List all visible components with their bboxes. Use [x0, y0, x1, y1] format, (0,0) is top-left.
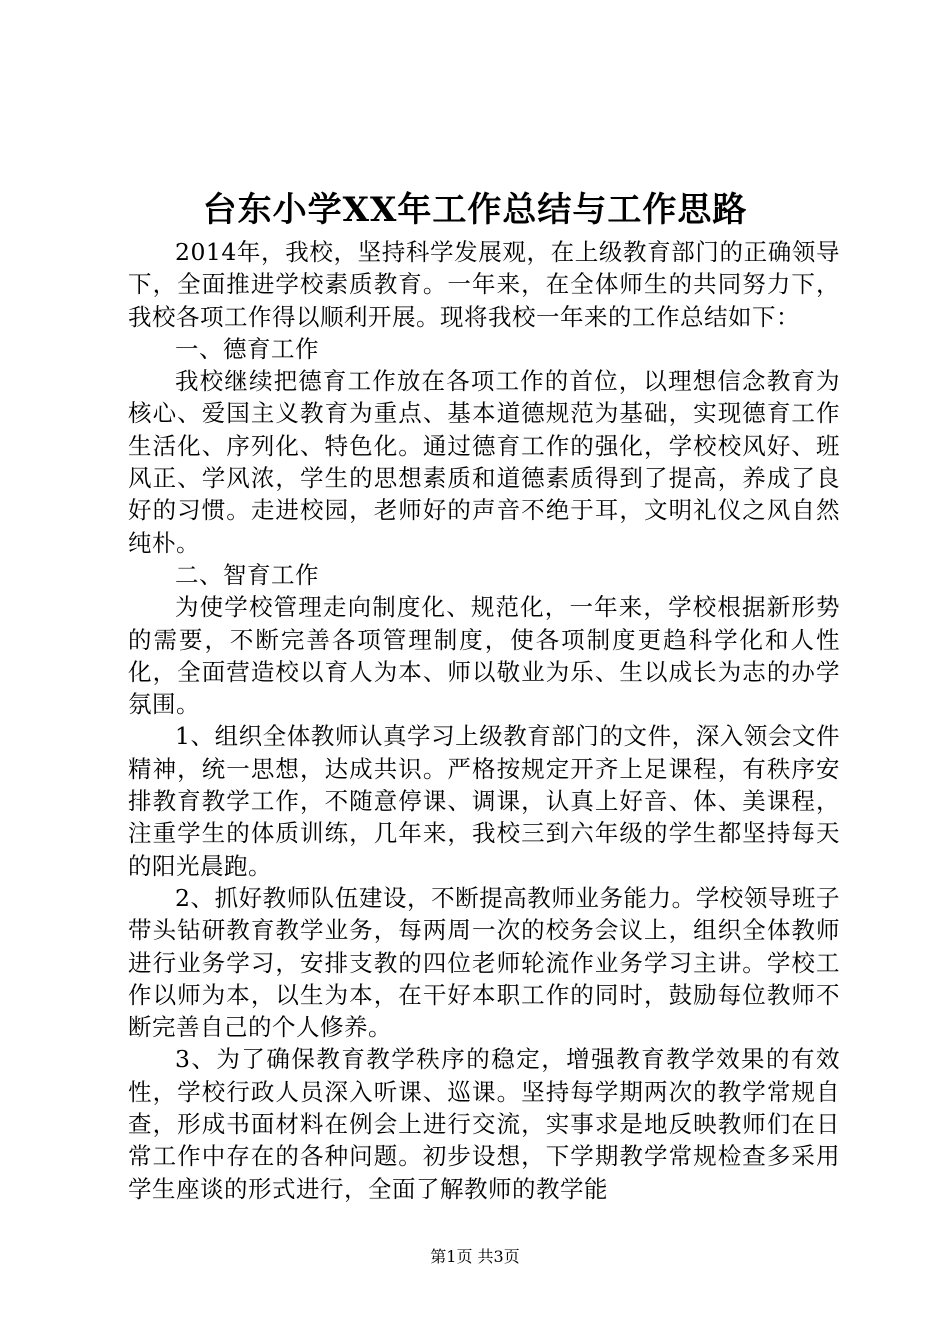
- paragraph-item-2: 2、抓好教师队伍建设，不断提高教师业务能力。学校领导班子带头钻研教育教学业务，每两周一次的校务会议上，组织全体教师进行业务学习，安排支教的四位老师轮流作业务学习主讲。学校工作以师为本，以生为本，在干好本职工作的同时，鼓励每位教师不断完善自己的个人修养。: [128, 883, 840, 1042]
- paragraph-intro: 2014年，我校，坚持科学发展观，在上级教育部门的正确领导下，全面推进学校素质教育。一年来，在全体师生的共同努力下，我校各项工作得以顺利开展。现将我校一年来的工作总结如下：: [128, 238, 840, 331]
- paragraph-management: 为使学校管理走向制度化、规范化，一年来，学校根据新形势的需要，不断完善各项管理制度，使各项制度更趋科学化和人性化，全面营造校以育人为本、师以敬业为乐、生以成长为志的办学氛围。: [128, 593, 840, 719]
- section-heading-intellectual-education: 二、智育工作: [175, 560, 319, 589]
- paragraph-item-1: 1、组织全体教师认真学习上级教育部门的文件，深入领会文件精神，统一思想，达成共识。严格按规定开齐上足课程，有秩序安排教育教学工作，不随意停课、调课，认真上好音、体、美课程，注重学生的体质训练，几年来，我校三到六年级的学生都坚持每天的阳光晨跑。: [128, 722, 840, 880]
- paragraph-moral-education: 我校继续把德育工作放在各项工作的首位，以理想信念教育为核心、爱国主义教育为重点、基本道德规范为基础，实现德育工作生活化、序列化、特色化。通过德育工作的强化，学校校风好、班风正、学风浓，学生的思想素质和道德素质得到了提高，养成了良好的习惯。走进校园，老师好的声音不绝于耳，文明礼仪之风自然纯朴。: [128, 367, 840, 557]
- section-heading-moral-education: 一、德育工作: [175, 334, 319, 363]
- paragraph-item-3: 3、为了确保教育教学秩序的稳定，增强教育教学效果的有效性，学校行政人员深入听课、巡课。坚持每学期两次的教学常规自查，形成书面材料在例会上进行交流，实事求是地反映教师们在日常工作中存在的各种问题。初步设想，下学期教学常规检查多采用学生座谈的形式进行，全面了解教师的教学能: [128, 1045, 840, 1203]
- page-footer: 第1页 共3页: [430, 1247, 520, 1266]
- document-title: 台东小学XX年工作总结与工作思路: [202, 190, 748, 230]
- document-body: [128, 236, 840, 1205]
